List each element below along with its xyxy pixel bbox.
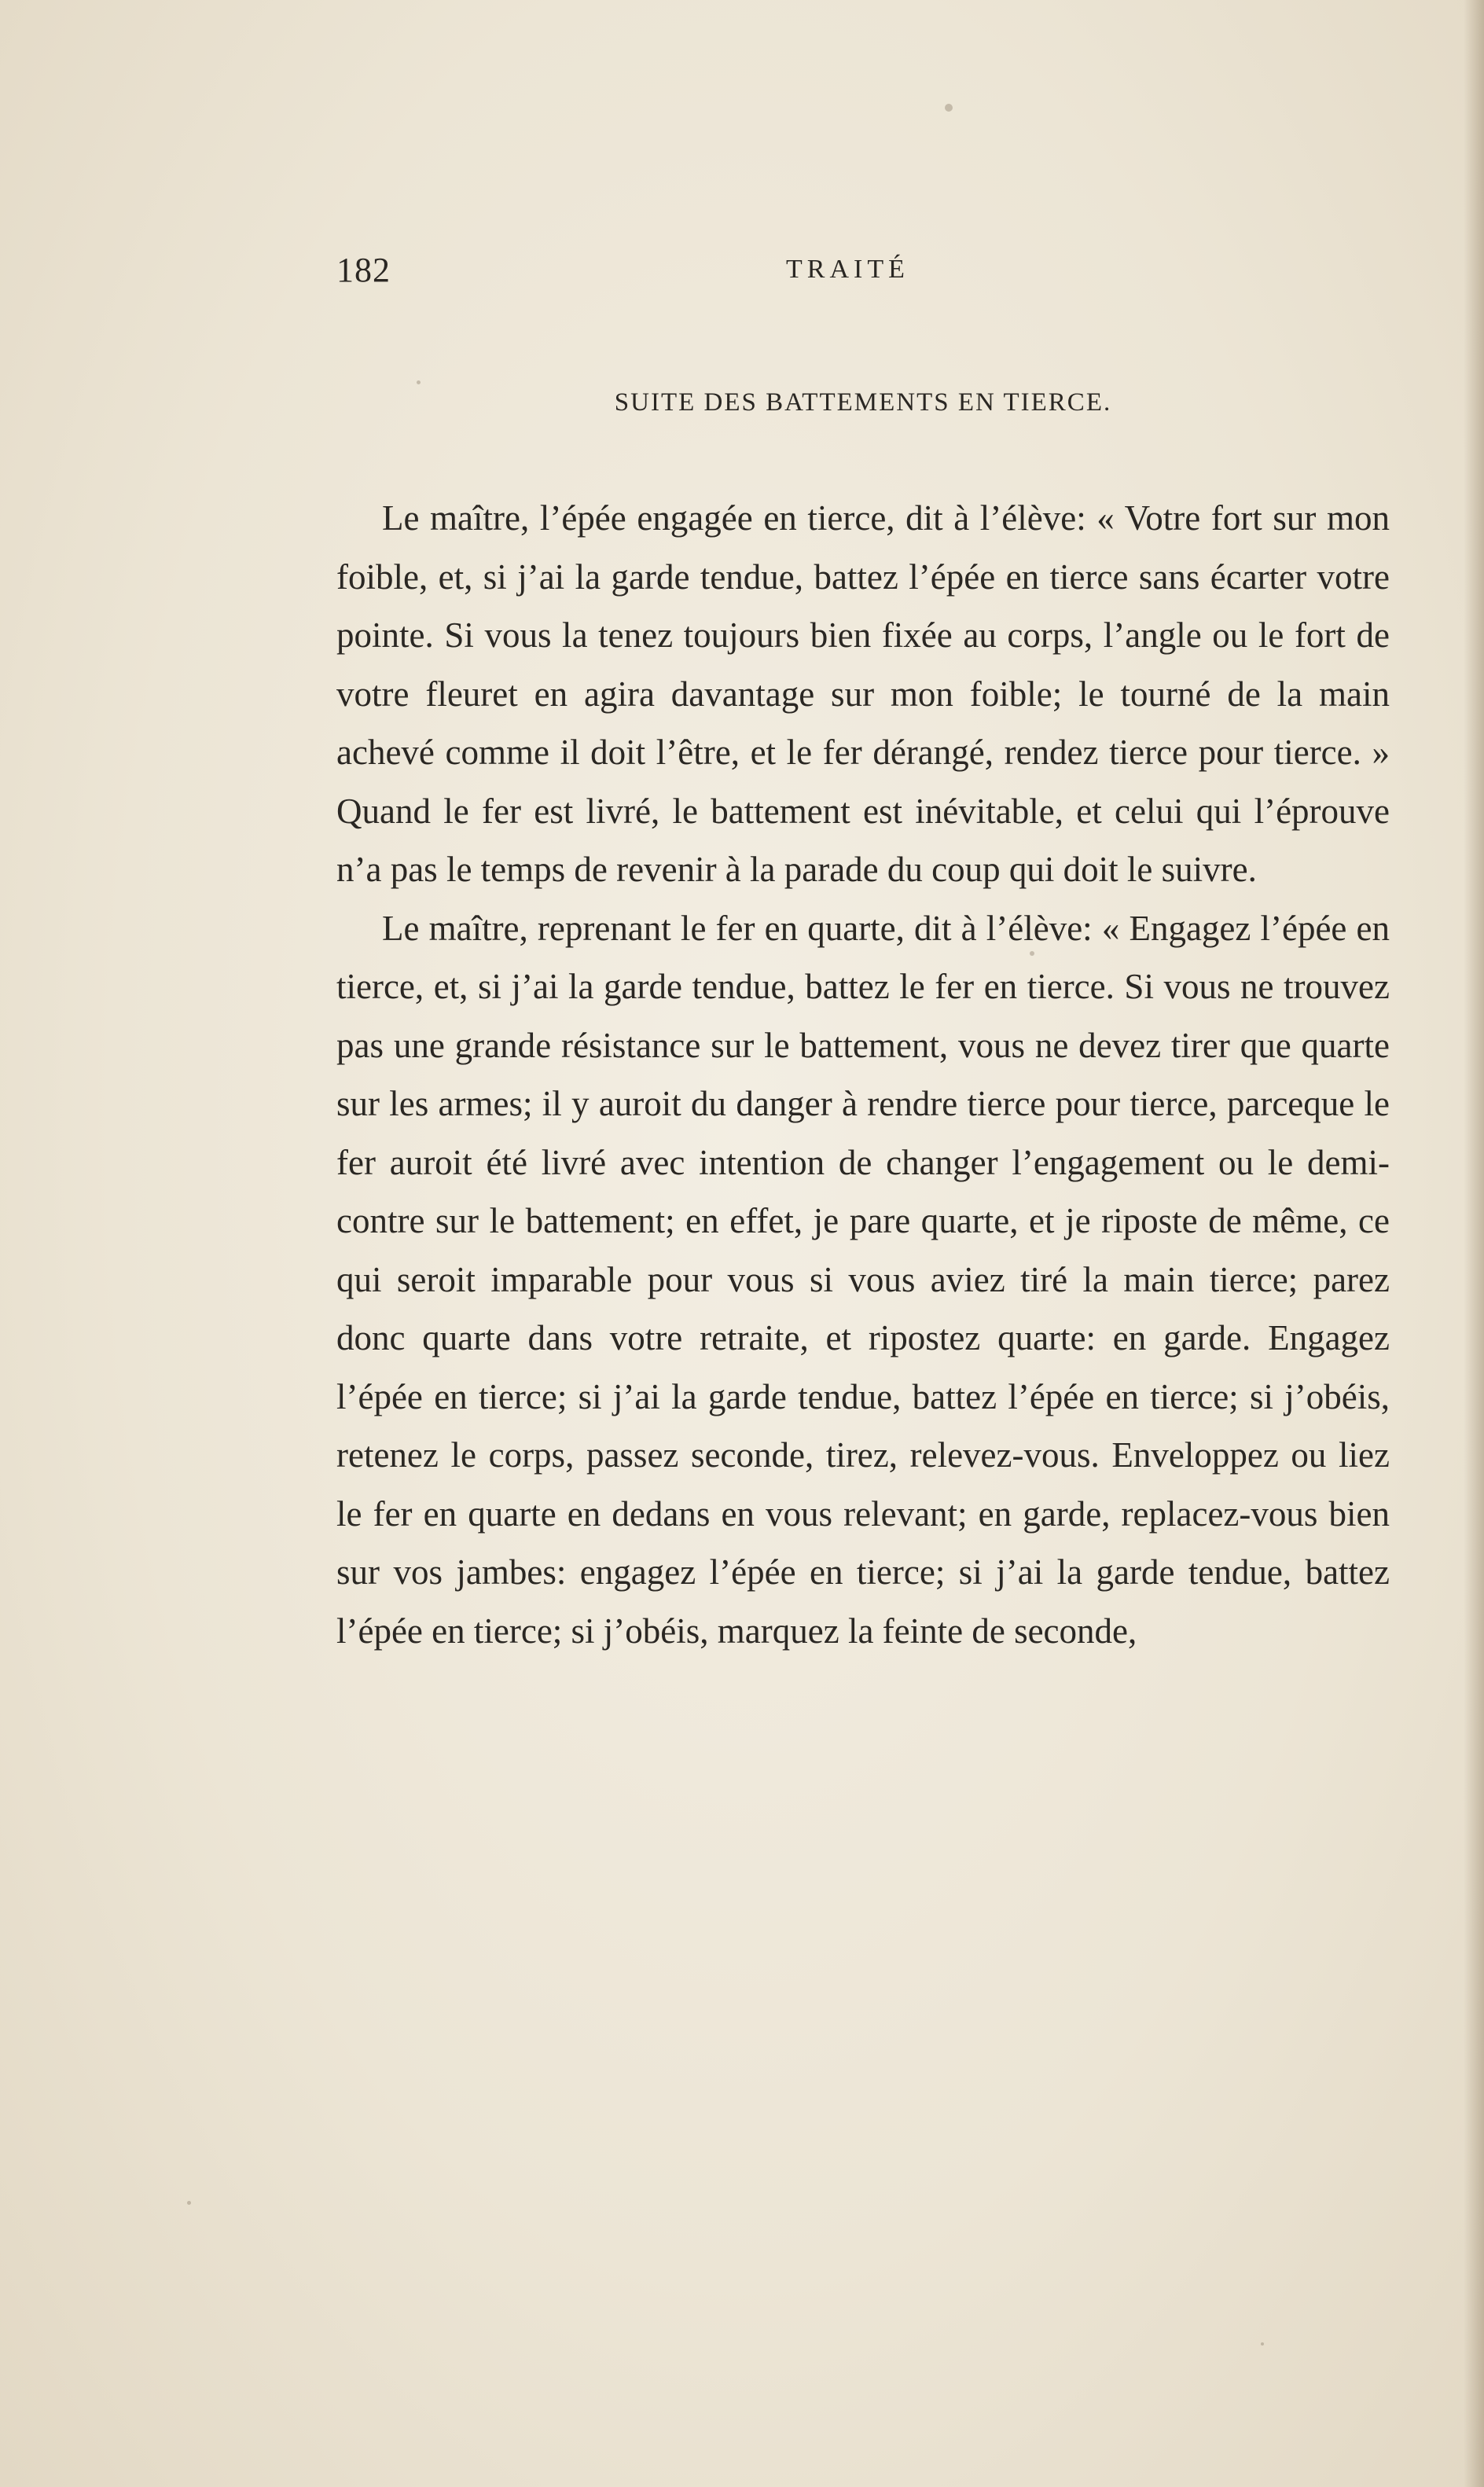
paragraph: Le maître, reprenant le fer en quarte, dit à l’élève: « Engagez l’épée en tierce, et, si j’ai la garde tendue, battez le fer en tierce. Si vous ne trouvez pas une grande résistance sur le battement, vous ne devez tirer que quarte sur les armes; il y auroit du danger à rendre tierce pour tierce, parceque le fer auroit été livré avec intention de changer l’engagement ou le demi-contre sur le battement; en effet, je pare quarte, et je riposte de même, ce qui seroit imparable pour vous si vous aviez tiré la main tierce; parez donc quarte dans votre retraite, et ripostez quarte: en garde. Engagez l’épée en tierce; si j’ai la garde tendue, battez l’épée en tierce; si j’obéis, retenez le corps, passez seconde, tirez, relevez-vous. Enveloppez ou liez le fer en quarte en dedans en vous relevant; en garde, replacez-vous bien sur vos jambes: engagez l’épée en tierce; si j’ai la garde tendue, battez l’épée en tierce; si j’obéis, marquez la feinte de seconde, [336,908,1390,1651]
paper-speck [187,2201,191,2205]
paper-speck [1261,2342,1264,2346]
body-text [336,489,1390,1660]
running-title: TRAITÉ [786,255,909,284]
section-heading: SUITE DES BATTEMENTS EN TIERCE. [614,388,1112,417]
paper-speck [945,104,953,112]
paper-speck [417,380,421,384]
paragraph: Le maître, l’épée engagée en tierce, dit à l’élève: « Votre fort sur mon foible, et, si j’ai la garde tendue, battez l’épée en tierce sans écarter votre pointe. Si vous la tenez toujours bien fixée au corps, l’angle ou le fort de votre fleuret en agira davantage sur mon foible; le tourné de la main achevé comme il doit l’être, et le fer dérangé, rendez tierce pour tierce. » Quand le fer est livré, le battement est inévitable, et celui qui l’éprouve n’a pas le temps de revenir à la parade du coup qui doit le suivre. [336,498,1390,889]
running-head [336,250,1390,297]
page-number: 182 [336,251,391,289]
page-edge-shadow [1464,0,1484,2487]
